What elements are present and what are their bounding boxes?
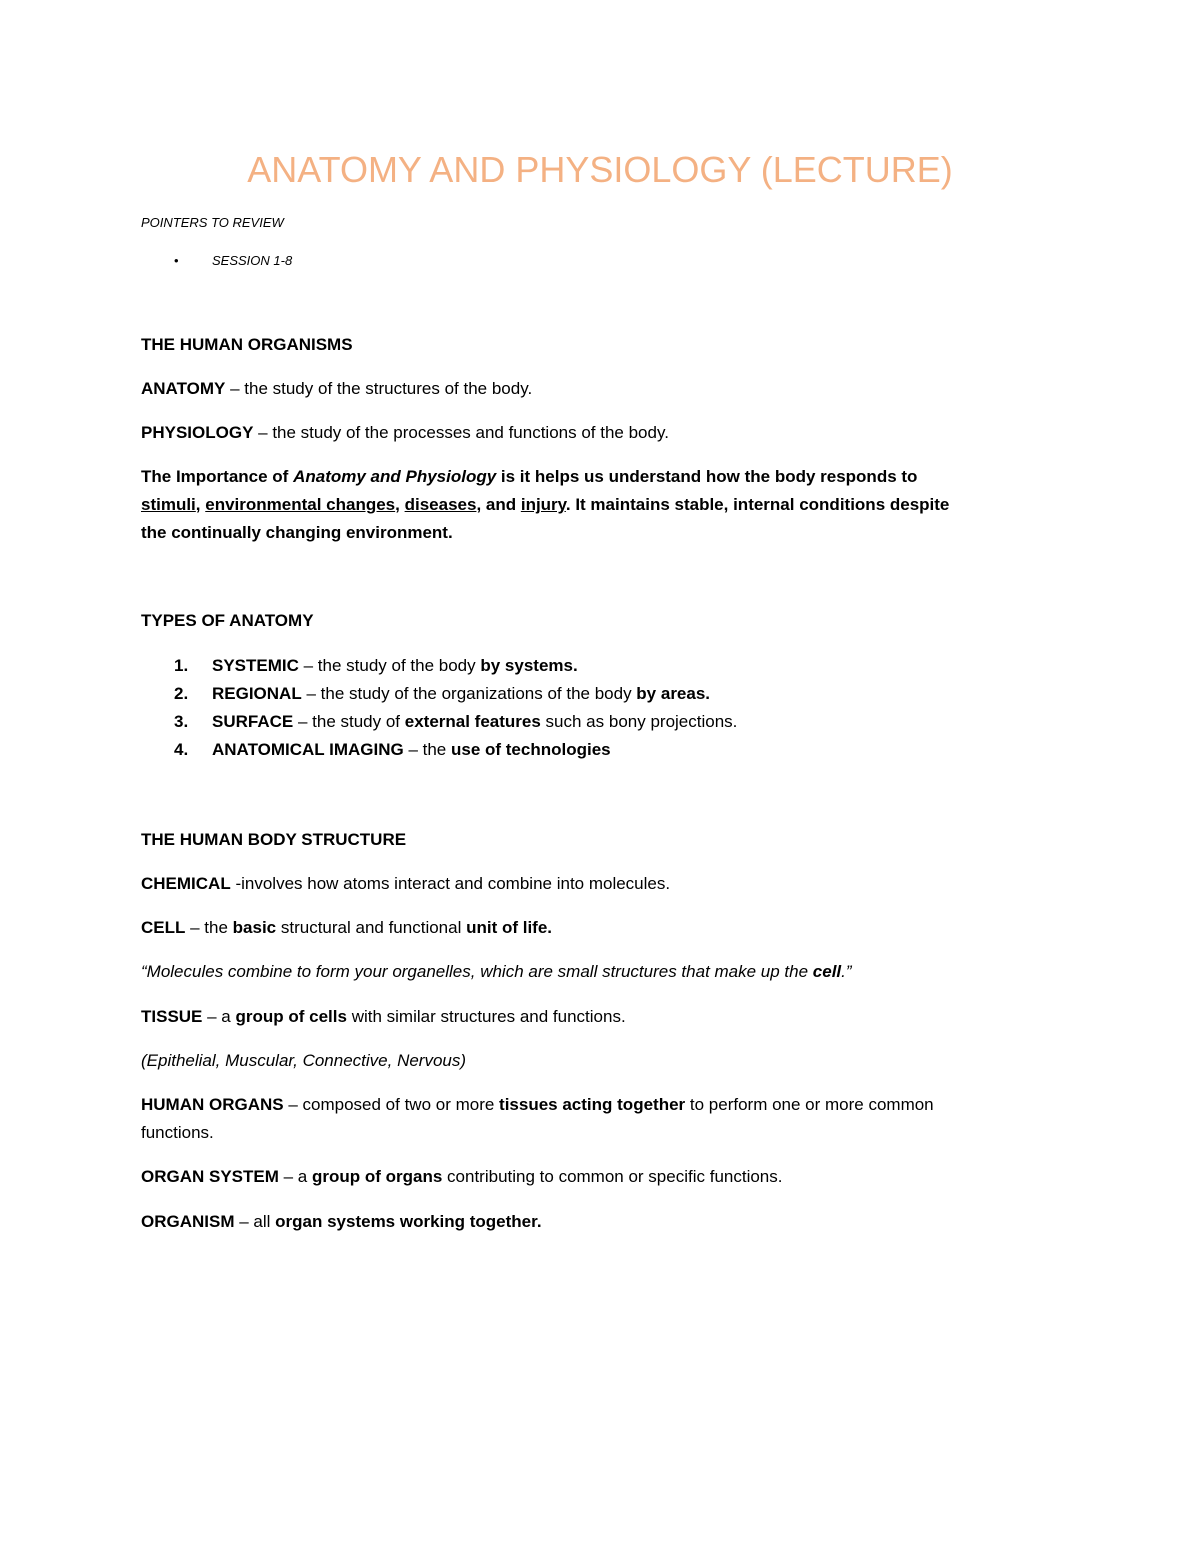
bullet-icon: • xyxy=(174,253,179,268)
conjunction: , and xyxy=(476,495,521,514)
definition-bold: external features xyxy=(404,712,541,731)
keyword-environmental-changes: environmental changes xyxy=(205,495,396,514)
comma: , xyxy=(195,495,206,514)
physiology-def: – the study of the processes and functions of the body. xyxy=(253,423,669,442)
tissue-definition xyxy=(141,1003,626,1031)
importance-text-2: Anatomy and Physiology xyxy=(293,467,497,486)
definition-text: -involves how atoms interact and combine into molecules. xyxy=(230,874,671,893)
list-item-systemic xyxy=(212,652,578,680)
human-organs-term: HUMAN ORGANS xyxy=(141,1095,284,1114)
list-number: 1. xyxy=(174,656,189,675)
list-number: 2. xyxy=(174,684,189,703)
definition-text: – the study of the body xyxy=(298,656,481,675)
list-item-regional xyxy=(212,680,710,708)
section-heading-human-organisms: THE HUMAN ORGANISMS xyxy=(141,335,353,354)
definition-bold: by systems. xyxy=(480,656,578,675)
section-heading-types-of-anatomy: TYPES OF ANATOMY xyxy=(141,611,314,630)
document-title: ANATOMY AND PHYSIOLOGY (LECTURE) xyxy=(247,149,953,190)
term-regional: REGIONAL xyxy=(212,684,302,703)
comma: , xyxy=(395,495,405,514)
human-organs-definition xyxy=(141,1091,934,1119)
definition-text: – a xyxy=(278,1167,312,1186)
keyword-stimuli: stimuli xyxy=(141,495,196,514)
definition-bold: group of cells xyxy=(235,1007,347,1026)
importance-text-1: The Importance of xyxy=(141,467,294,486)
anatomy-def: – the study of the structures of the body. xyxy=(225,379,533,398)
definition-bold: unit of life. xyxy=(466,918,553,937)
definition-text: – the xyxy=(185,918,233,937)
tissue-types: (Epithelial, Muscular, Connective, Nervous) xyxy=(141,1051,467,1070)
definition-bold: group of organs xyxy=(312,1167,443,1186)
definition-text: contributing to common or specific functions. xyxy=(442,1167,783,1186)
definition-text: – the xyxy=(403,740,451,759)
definition-text: – composed of two or more xyxy=(283,1095,500,1114)
list-number: 3. xyxy=(174,712,189,731)
definition-text: with similar structures and functions. xyxy=(346,1007,626,1026)
definition-text: structural and functional xyxy=(276,918,467,937)
organism-definition xyxy=(141,1208,542,1236)
session-label: SESSION 1-8 xyxy=(212,253,293,268)
list-item xyxy=(174,736,188,764)
chemical-term: CHEMICAL xyxy=(141,874,231,893)
importance-paragraph-line2 xyxy=(141,491,949,519)
quote-text: “Molecules combine to form your organelles, which are small structures that make up the xyxy=(141,962,813,981)
physiology-term: PHYSIOLOGY xyxy=(141,423,254,442)
term-anatomical-imaging: ANATOMICAL IMAGING xyxy=(212,740,404,759)
human-organs-definition-line2: functions. xyxy=(141,1123,214,1142)
tissue-term: TISSUE xyxy=(141,1007,203,1026)
quote-end: .” xyxy=(841,962,852,981)
definition-bold: use of technologies xyxy=(450,740,611,759)
definition-bold: by areas. xyxy=(636,684,711,703)
keyword-injury: injury xyxy=(520,495,566,514)
pointers-label: POINTERS TO REVIEW xyxy=(141,215,284,230)
chemical-definition xyxy=(141,870,670,898)
definition-bold: basic xyxy=(232,918,277,937)
list-number: 4. xyxy=(174,740,189,759)
anatomy-definition xyxy=(141,375,532,403)
definition-text: such as bony projections. xyxy=(540,712,738,731)
term-systemic: SYSTEMIC xyxy=(212,656,299,675)
definition-text: – a xyxy=(202,1007,236,1026)
list-item-surface xyxy=(212,708,737,736)
anatomy-term: ANATOMY xyxy=(141,379,226,398)
molecules-quote xyxy=(141,958,852,986)
keyword-diseases: diseases xyxy=(404,495,477,514)
section-heading-human-body-structure: THE HUMAN BODY STRUCTURE xyxy=(141,830,407,849)
cell-definition xyxy=(141,914,552,942)
definition-bold: organ systems working together. xyxy=(275,1212,542,1231)
definition-text: – the study of xyxy=(293,712,405,731)
physiology-definition xyxy=(141,419,669,447)
organ-system-term: ORGAN SYSTEM xyxy=(141,1167,279,1186)
importance-paragraph xyxy=(141,463,917,491)
list-item xyxy=(174,680,188,708)
definition-text: – the study of the organizations of the body xyxy=(301,684,637,703)
definition-bold: tissues acting together xyxy=(499,1095,686,1114)
quote-bold: cell xyxy=(812,962,842,981)
definition-text: to perform one or more common xyxy=(685,1095,934,1114)
importance-text-4: . It maintains stable, internal conditions despite xyxy=(565,495,950,514)
organism-term: ORGANISM xyxy=(141,1212,235,1231)
list-item-anatomical-imaging xyxy=(212,736,611,764)
term-surface: SURFACE xyxy=(212,712,294,731)
definition-text: – all xyxy=(234,1212,276,1231)
list-item xyxy=(174,708,188,736)
list-item xyxy=(174,652,188,680)
importance-paragraph-line3: the continually changing environment. xyxy=(141,523,453,542)
organ-system-definition xyxy=(141,1163,783,1191)
importance-text-3: is it helps us understand how the body responds to xyxy=(496,467,918,486)
cell-term: CELL xyxy=(141,918,186,937)
